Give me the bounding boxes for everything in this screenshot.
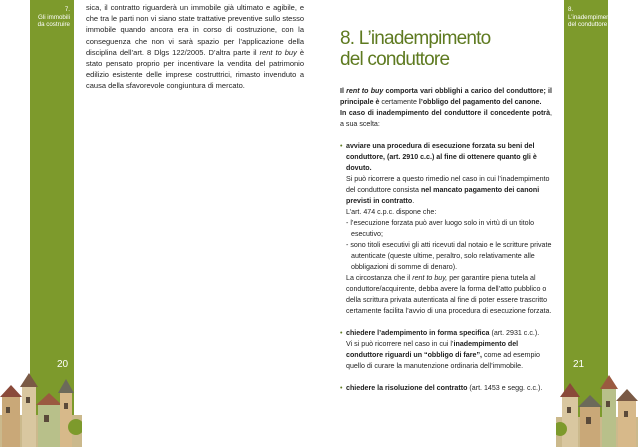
right-page-number: 21 <box>573 359 585 370</box>
left-tab-line-1: Gli immobili <box>38 13 70 21</box>
intro-paragraph <box>340 86 552 108</box>
left-tab-line-2: da costruire <box>37 21 70 29</box>
item1-p3-italic: rent to buy, <box>412 274 448 282</box>
list-item-1-paragraph-1 <box>340 174 552 207</box>
intro-text-6: , a sua scelta: <box>340 109 552 128</box>
left-paragraph-part-2: è stato pensato proprio per incentivare la vendita del patrimonio edilizio esistente delle imprese costruttrici, rimasto invenduto a causa della sfavorevole congiuntura di mercato. <box>86 47 304 91</box>
list-item-3-heading <box>340 383 552 394</box>
item2-p-c: come ad esempio quello di curare la manutenzione ordinaria dell’immobile. <box>346 351 540 370</box>
item2-p-bold: inadempimento del conduttore riguardi un “obbligo di fare”, <box>346 340 519 359</box>
item1-p3-a: La circostanza che il <box>346 274 413 282</box>
intro-paragraph-2 <box>340 108 552 130</box>
list-item-1-heading <box>340 141 552 174</box>
intro-text-3: certamente <box>381 98 417 106</box>
list-item-2-ref: (art. 2931 c.c.). <box>489 329 540 337</box>
left-paragraph-part-1: sica, il contratto riguarderà un immobile già ultimato e agibile, e che tra le parti non vi siano state trattative preventive sullo stesso immobile quando ancora era in corso di costruzione, con la conseguenza che non vi sarà spazio per l’applicazione della disciplina dell’art. 8 Dlgs 122/2005. D’altra parte il <box>86 3 304 57</box>
item1-p1-end: . <box>412 197 415 205</box>
list-item-1-dash-1: - l’esecuzione forzata può aver luogo solo in virtù di un titolo esecutivo; <box>346 219 535 238</box>
intro-text-4: l’obbligo del pagamento del canone. <box>416 98 542 106</box>
left-paragraph-italic-term: rent to buy <box>259 47 297 57</box>
intro-text-5: In caso di inadempimento del conduttore il concedente potrà <box>340 109 551 117</box>
intro-text-1: Il <box>340 87 347 95</box>
left-body-text <box>86 2 304 92</box>
village-illustration-right <box>556 357 638 447</box>
chapter-title-line-2: del conduttore <box>340 49 450 70</box>
right-tab-number: 8. <box>568 6 574 13</box>
right-chapter-tab-label <box>568 6 615 29</box>
intro-text-2: comporta vari obblighi a carico del conduttore; il principale è <box>340 87 552 106</box>
item1-p1-text: Si può ricorrere a questo rimedio nel caso in cui l’inadempimento del conduttore consista <box>346 175 550 194</box>
list-item-1-paragraph-2: L’art. 474 c.p.c. dispone che: <box>346 208 437 216</box>
intro-italic-term: rent to buy <box>346 87 384 95</box>
chapter-title <box>340 28 550 70</box>
right-tab-line-2: del conduttore <box>568 21 608 29</box>
item2-p-a: Vi si può ricorrere nel caso in cui l’ <box>346 340 454 348</box>
left-chapter-tab-label <box>32 6 70 29</box>
list-item-2-heading <box>340 328 552 339</box>
item1-p1-bold: nel mancato pagamento dei canoni previsti in contratto <box>346 186 540 205</box>
list-item-3-bold: chiedere la risoluzione del contratto <box>346 384 468 392</box>
right-tab-line-1: L’inadempimento <box>568 13 615 21</box>
right-body-text <box>340 86 552 394</box>
list-item-1-bold: avviare una procedura di esecuzione forzata su beni del conduttore, (art. 2910 c.c.) al fine di ottenere quanto gli è dovuto. <box>346 142 537 172</box>
left-page-number: 20 <box>57 359 69 370</box>
left-tab-number: 7. <box>64 6 70 13</box>
chapter-title-line-1: 8. L’inadempimento <box>340 28 491 49</box>
village-illustration-left <box>0 357 82 447</box>
list-item-1-paragraph-3 <box>340 273 552 317</box>
item1-p3-c: per garantire piena tutela al conduttore/acquirente, debba avere la forma dell’atto pubblico o della scrittura privata autenticata al fine di poter essere trascritto certamente facilita l’avvio di una procedura di esecuzione forzata. <box>346 274 552 315</box>
list-item-3-ref: (art. 1453 e segg. c.c.). <box>467 384 543 392</box>
left-paragraph <box>86 2 304 92</box>
list-item-1-dash-2: - sono titoli esecutivi gli atti ricevuti dal notaio e le scritture private autenticate (queste ultime, peraltro, solo relativamente alle obbligazioni di somme di denaro). <box>346 241 552 271</box>
list-item-2-bold: chiedere l’adempimento in forma specifica <box>346 329 490 337</box>
list-item-2-paragraph <box>340 339 552 372</box>
